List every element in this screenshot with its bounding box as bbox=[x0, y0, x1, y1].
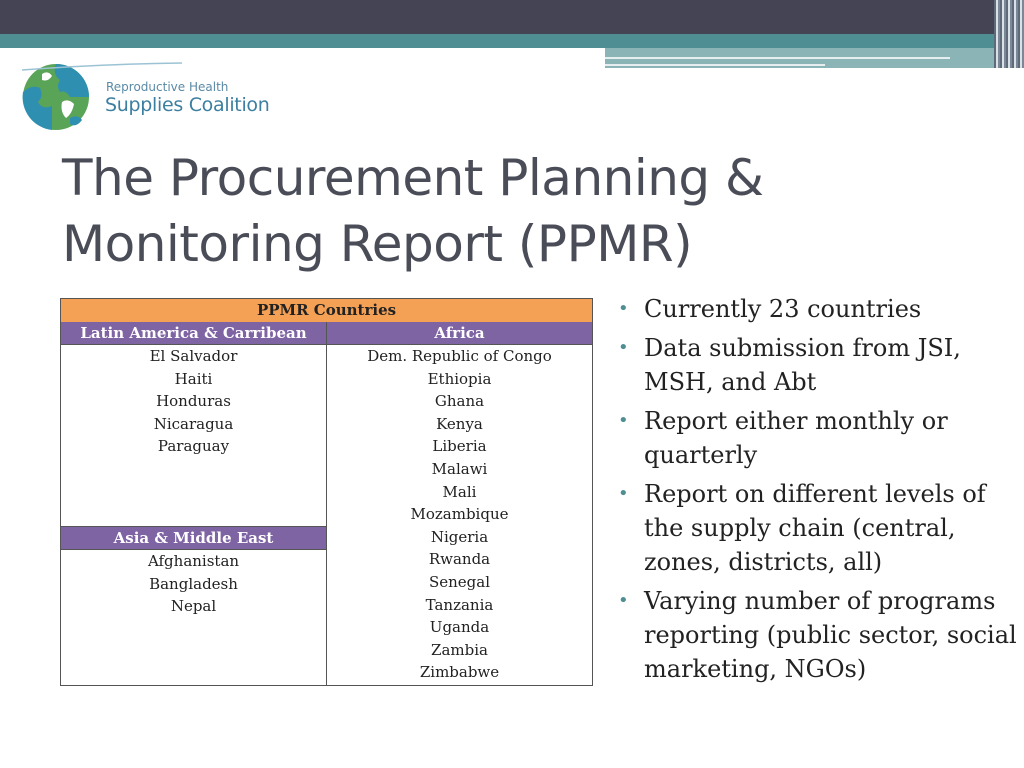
asia-list bbox=[61, 550, 326, 618]
list-item: Ghana bbox=[434, 392, 485, 411]
table-header: PPMR Countries bbox=[61, 299, 592, 322]
list-item: Liberia bbox=[432, 437, 487, 456]
list-item: Mozambique bbox=[410, 505, 509, 524]
bullet-item bbox=[612, 584, 1020, 686]
bullet-text: Varying number of programs reporting (public sector, social marketing, NGOs) bbox=[644, 587, 1017, 683]
top-decorative-band bbox=[0, 0, 1024, 34]
list-item: Zimbabwe bbox=[419, 663, 500, 682]
right-column bbox=[327, 322, 592, 685]
list-item: Bangladesh bbox=[149, 574, 238, 593]
list-item: Nepal bbox=[170, 597, 217, 616]
latin-america-list bbox=[61, 345, 326, 458]
list-item: Dem. Republic of Congo bbox=[367, 347, 552, 365]
title-line-2: Monitoring Report (PPMR) bbox=[62, 215, 693, 273]
list-item: Nicaragua bbox=[153, 414, 234, 433]
bullet-text: Report on different levels of the supply chain (central, zones, districts, all) bbox=[644, 480, 986, 576]
bullet-dot-icon: • bbox=[618, 298, 629, 319]
list-item: El Salvador bbox=[149, 347, 238, 365]
list-item: Kenya bbox=[436, 414, 483, 433]
list-item: Tanzania bbox=[425, 595, 494, 614]
rhsc-logo bbox=[22, 62, 270, 136]
logo-swoosh bbox=[22, 62, 182, 72]
decorative-stripes bbox=[994, 0, 1024, 68]
logo-text-line1: Reproductive Health bbox=[106, 80, 229, 94]
decorative-line bbox=[605, 64, 825, 66]
list-item: Malawi bbox=[431, 459, 488, 478]
bullet-text: Data submission from JSI, MSH, and Abt bbox=[644, 334, 961, 396]
teal-decorative-band bbox=[0, 34, 1024, 48]
list-item: Honduras bbox=[156, 392, 231, 411]
logo-text-line2: Supplies Coalition bbox=[105, 94, 270, 116]
list-item: Paraguay bbox=[157, 437, 230, 456]
list-item: Haiti bbox=[174, 369, 213, 388]
latin-america-heading: Latin America & Carribean bbox=[61, 322, 326, 345]
list-item: Zambia bbox=[431, 640, 488, 659]
list-item: Mali bbox=[442, 482, 477, 501]
ppmr-countries-table bbox=[60, 298, 593, 686]
list-item: Senegal bbox=[428, 572, 491, 591]
africa-heading: Africa bbox=[327, 322, 592, 345]
list-item: Uganda bbox=[429, 618, 490, 637]
list-item: Ethiopia bbox=[427, 369, 492, 388]
bullet-dot-icon: • bbox=[618, 590, 629, 611]
title-line-1: The Procurement Planning & bbox=[62, 149, 764, 207]
bullet-item bbox=[612, 331, 1020, 399]
bullet-dot-icon: • bbox=[618, 337, 629, 358]
puzzle-globe-icon bbox=[22, 62, 92, 132]
list-item: Afghanistan bbox=[147, 552, 240, 570]
bullet-item bbox=[612, 404, 1020, 472]
bullet-dot-icon: • bbox=[618, 410, 629, 431]
bullet-list bbox=[612, 292, 1020, 691]
decorative-line bbox=[605, 57, 950, 59]
bullet-item bbox=[612, 477, 1020, 579]
africa-list bbox=[327, 345, 592, 684]
list-item: Nigeria bbox=[430, 527, 489, 546]
bullet-dot-icon: • bbox=[618, 483, 629, 504]
bullet-item bbox=[612, 292, 1020, 326]
bullet-text: Currently 23 countries bbox=[644, 295, 922, 323]
list-item: Rwanda bbox=[428, 550, 491, 569]
bullet-text: Report either monthly or quarterly bbox=[644, 407, 948, 469]
asia-heading: Asia & Middle East bbox=[61, 526, 326, 550]
left-column bbox=[61, 322, 327, 685]
slide-title bbox=[62, 145, 962, 277]
